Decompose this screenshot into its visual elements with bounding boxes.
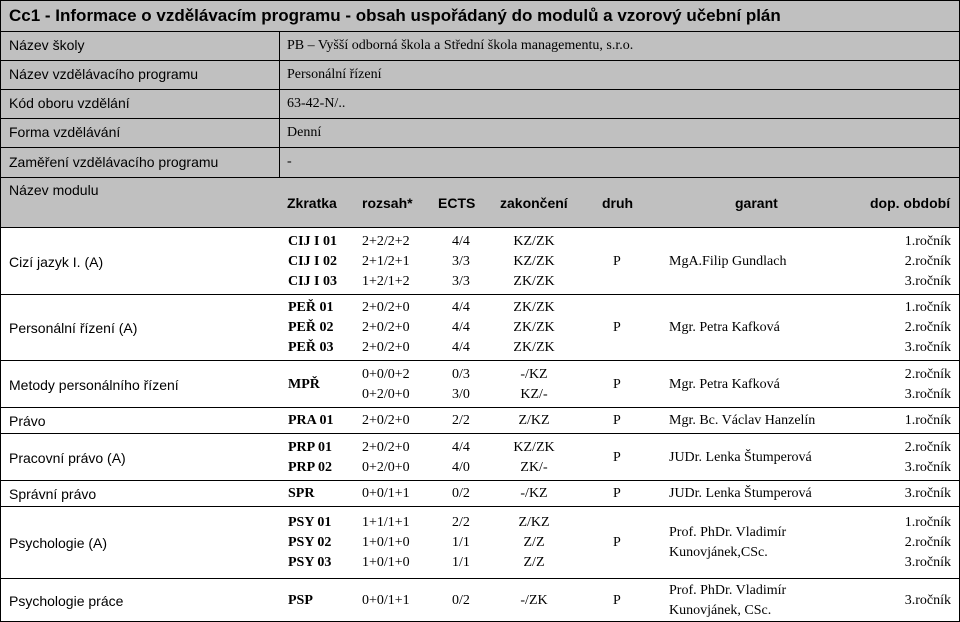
module-name: Cizí jazyk I. (A) xyxy=(9,254,104,270)
module-name: Právo xyxy=(9,413,46,429)
module-garant: Mgr. Bc. Václav Hanzelín xyxy=(669,413,816,428)
program-label: Název vzdělávacího programu xyxy=(9,66,199,82)
module-garant: Prof. PhDr. Vladimír xyxy=(669,525,787,540)
module-obdobi: 3.ročník xyxy=(904,460,951,475)
module-ects: 2/2 xyxy=(452,515,470,530)
module-name: Správní právo xyxy=(9,486,97,502)
module-garant: Kunovjánek, CSc. xyxy=(669,603,772,618)
module-druh: P xyxy=(613,535,621,550)
module-obdobi: 2.ročník xyxy=(904,535,951,550)
module-rozsah: 0+2/0+0 xyxy=(362,460,410,475)
module-code: CIJ I 03 xyxy=(288,274,338,289)
module-row xyxy=(0,434,960,481)
module-row xyxy=(0,507,960,579)
module-garant: Mgr. Petra Kafková xyxy=(669,320,780,335)
focus-value: - xyxy=(287,154,292,169)
form-label: Forma vzdělávání xyxy=(9,124,121,140)
module-druh: P xyxy=(613,413,621,428)
module-row xyxy=(0,481,960,507)
module-rozsah: 0+0/1+1 xyxy=(362,593,410,608)
module-obdobi: 2.ročník xyxy=(904,440,951,455)
module-rozsah: 1+2/1+2 xyxy=(362,274,410,289)
col-rozsah: rozsah* xyxy=(362,195,413,211)
module-code: CIJ I 01 xyxy=(288,234,338,249)
module-name: Psychologie (A) xyxy=(9,535,108,551)
module-druh: P xyxy=(613,450,621,465)
module-obdobi: 3.ročník xyxy=(904,340,951,355)
module-name: Personální řízení (A) xyxy=(9,320,138,336)
form-value: Denní xyxy=(287,125,322,140)
module-ects: 2/2 xyxy=(452,413,470,428)
module-obdobi: 3.ročník xyxy=(904,274,951,289)
module-rozsah: 0+2/0+0 xyxy=(362,387,410,402)
module-rozsah: 0+0/1+1 xyxy=(362,486,410,501)
module-code: PSY 01 xyxy=(288,515,332,530)
module-rozsah: 2+0/2+0 xyxy=(362,440,410,455)
col-garant: garant xyxy=(735,195,778,211)
module-ects: 0/2 xyxy=(452,593,470,608)
module-zakonceni: KZ/ZK xyxy=(513,254,555,269)
module-code: SPR xyxy=(288,486,315,501)
module-zakonceni: ZK/ZK xyxy=(513,300,555,315)
module-code: PSP xyxy=(288,593,313,608)
module-label: Název modulu xyxy=(9,182,99,198)
module-zakonceni: KZ/ZK xyxy=(513,440,555,455)
module-code: PRP 02 xyxy=(288,460,332,475)
module-rozsah: 1+0/1+0 xyxy=(362,535,410,550)
module-druh: P xyxy=(613,254,621,269)
module-name: Psychologie práce xyxy=(9,593,124,609)
module-ects: 3/3 xyxy=(452,254,470,269)
col-ects: ECTS xyxy=(438,195,476,211)
module-ects: 4/0 xyxy=(452,460,470,475)
module-ects: 3/3 xyxy=(452,274,470,289)
module-ects: 1/1 xyxy=(452,555,470,570)
module-obdobi: 2.ročník xyxy=(904,320,951,335)
module-ects: 4/4 xyxy=(452,440,470,455)
module-code: PRP 01 xyxy=(288,440,332,455)
module-row xyxy=(0,408,960,434)
module-code: PRA 01 xyxy=(288,413,334,428)
module-ects: 4/4 xyxy=(452,300,470,315)
module-rozsah: 2+0/2+0 xyxy=(362,320,410,335)
module-garant: JUDr. Lenka Štumperová xyxy=(669,450,812,465)
module-ects: 0/2 xyxy=(452,486,470,501)
focus-label: Zaměření vzdělávacího programu xyxy=(9,154,219,170)
module-code: CIJ I 02 xyxy=(288,254,338,269)
module-ects: 4/4 xyxy=(452,320,470,335)
module-zakonceni: ZK/ZK xyxy=(513,274,555,289)
module-zakonceni: -/ZK xyxy=(520,593,548,608)
module-zakonceni: ZK/ZK xyxy=(513,340,555,355)
module-zakonceni: Z/KZ xyxy=(518,515,550,530)
school-value: PB – Vyšší odborná škola a Střední škola managementu, s.r.o. xyxy=(287,38,634,53)
module-garant: Kunovjánek,CSc. xyxy=(669,545,768,560)
module-obdobi: 1.ročník xyxy=(904,515,951,530)
module-druh: P xyxy=(613,377,621,392)
module-code: PEŘ 03 xyxy=(288,340,334,355)
school-row xyxy=(0,32,960,61)
module-druh: P xyxy=(613,593,621,608)
module-name: Metody personálního řízení xyxy=(9,377,179,393)
module-zakonceni: Z/Z xyxy=(523,555,545,570)
col-druh: druh xyxy=(602,195,634,211)
code-label: Kód oboru vzdělání xyxy=(9,95,130,111)
module-ects: 4/4 xyxy=(452,340,470,355)
module-row xyxy=(0,579,960,622)
module-ects: 3/0 xyxy=(452,387,470,402)
module-code: PSY 03 xyxy=(288,555,332,570)
module-zakonceni: Z/KZ xyxy=(518,413,550,428)
module-ects: 1/1 xyxy=(452,535,470,550)
col-obdobi: dop. období xyxy=(870,195,951,211)
module-code: PEŘ 02 xyxy=(288,320,334,335)
module-rozsah: 0+0/0+2 xyxy=(362,367,410,382)
module-code: PEŘ 01 xyxy=(288,300,334,315)
module-zakonceni: -/KZ xyxy=(520,367,548,382)
module-ects: 0/3 xyxy=(452,367,470,382)
school-label: Název školy xyxy=(9,37,85,53)
module-rozsah: 1+0/1+0 xyxy=(362,555,410,570)
module-obdobi: 1.ročník xyxy=(904,413,951,428)
module-rozsah: 2+2/2+2 xyxy=(362,234,410,249)
col-zkratka: Zkratka xyxy=(287,195,337,211)
program-value: Personální řízení xyxy=(287,67,382,82)
module-garant: Prof. PhDr. Vladimír xyxy=(669,583,787,598)
program-row xyxy=(0,61,960,90)
module-rozsah: 2+1/2+1 xyxy=(362,254,410,269)
module-ects: 4/4 xyxy=(452,234,470,249)
focus-row xyxy=(0,148,960,178)
module-obdobi: 2.ročník xyxy=(904,367,951,382)
module-name: Pracovní právo (A) xyxy=(9,450,126,466)
module-garant: JUDr. Lenka Štumperová xyxy=(669,486,812,501)
module-zakonceni: ZK/- xyxy=(520,460,548,475)
module-row xyxy=(0,228,960,295)
module-rozsah: 2+0/2+0 xyxy=(362,300,410,315)
module-obdobi: 2.ročník xyxy=(904,254,951,269)
module-rozsah: 2+0/2+0 xyxy=(362,340,410,355)
module-row xyxy=(0,361,960,408)
form-row xyxy=(0,119,960,148)
module-rozsah: 2+0/2+0 xyxy=(362,413,410,428)
module-row xyxy=(0,295,960,361)
module-obdobi: 1.ročník xyxy=(904,300,951,315)
module-obdobi: 3.ročník xyxy=(904,593,951,608)
module-garant: MgA.Filip Gundlach xyxy=(669,254,787,269)
code-row xyxy=(0,90,960,119)
module-obdobi: 3.ročník xyxy=(904,486,951,501)
module-zakonceni: KZ/ZK xyxy=(513,234,555,249)
module-code: MPŘ xyxy=(288,377,320,392)
module-zakonceni: -/KZ xyxy=(520,486,548,501)
module-druh: P xyxy=(613,320,621,335)
code-value: 63-42-N/.. xyxy=(287,96,346,111)
module-obdobi: 3.ročník xyxy=(904,387,951,402)
module-zakonceni: Z/Z xyxy=(523,535,545,550)
module-header-row xyxy=(0,178,960,228)
module-code: PSY 02 xyxy=(288,535,332,550)
module-obdobi: 3.ročník xyxy=(904,555,951,570)
module-garant: Mgr. Petra Kafková xyxy=(669,377,780,392)
module-rozsah: 1+1/1+1 xyxy=(362,515,410,530)
document-title: Cc1 - Informace o vzdělávacím programu - obsah uspořádaný do modulů a vzorový učební plán xyxy=(0,0,960,32)
module-obdobi: 1.ročník xyxy=(904,234,951,249)
col-zakonceni: zakončení xyxy=(500,195,568,211)
module-zakonceni: KZ/- xyxy=(520,387,548,402)
module-zakonceni: ZK/ZK xyxy=(513,320,555,335)
module-druh: P xyxy=(613,486,621,501)
